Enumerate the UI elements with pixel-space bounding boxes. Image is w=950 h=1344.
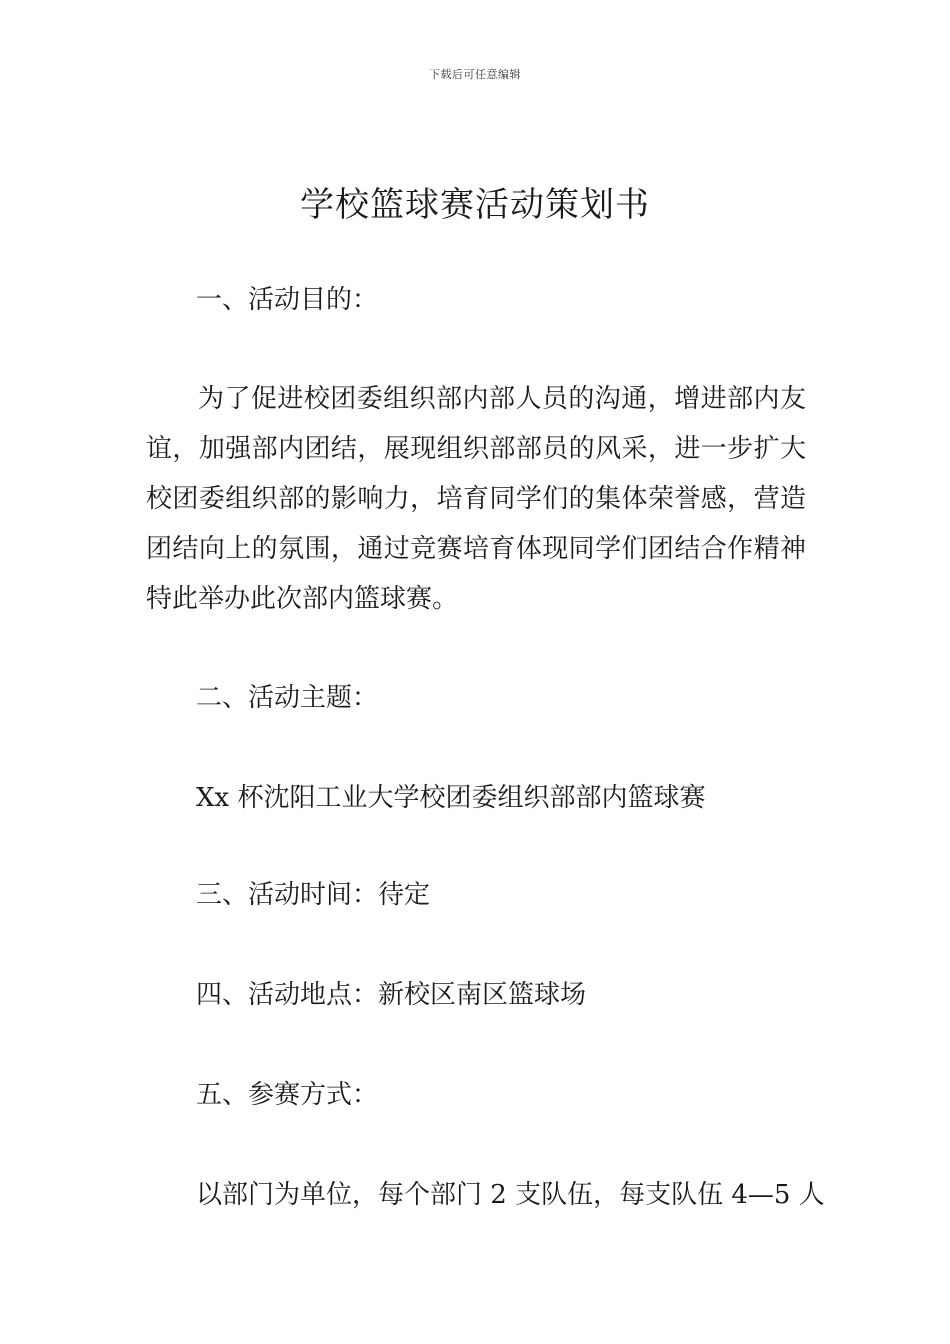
- section-method-heading: 五、参赛方式：: [196, 1080, 379, 1110]
- document-title: 学校篮球赛活动策划书: [300, 185, 650, 225]
- section-purpose-body: 为了促进校团委组织部内部人员的沟通，增进部内友谊，加强部内团结，展现组织部部员的风采，进一步扩大校团委组织部的影响力，培育同学们的集体荣誉感，营造团结向上的氛围，通过竞赛培育体现同学们团结合作精神特此举办此次部内篮球赛。: [146, 384, 806, 614]
- section-location-line: 四、活动地点：新校区南区篮球场: [196, 980, 587, 1010]
- section-theme-heading: 二、活动主题：: [196, 683, 379, 713]
- header-note: 下载后可任意编辑: [429, 68, 521, 81]
- section-time-line: 三、活动时间：待定: [196, 880, 431, 910]
- section-theme-body: Xx 杯沈阳工业大学校团委组织部部内篮球赛: [196, 783, 706, 813]
- section-purpose-heading: 一、活动目的：: [196, 285, 379, 315]
- section-method-body: 以部门为单位，每个部门 2 支队伍，每支队伍 4—5 人: [196, 1180, 825, 1210]
